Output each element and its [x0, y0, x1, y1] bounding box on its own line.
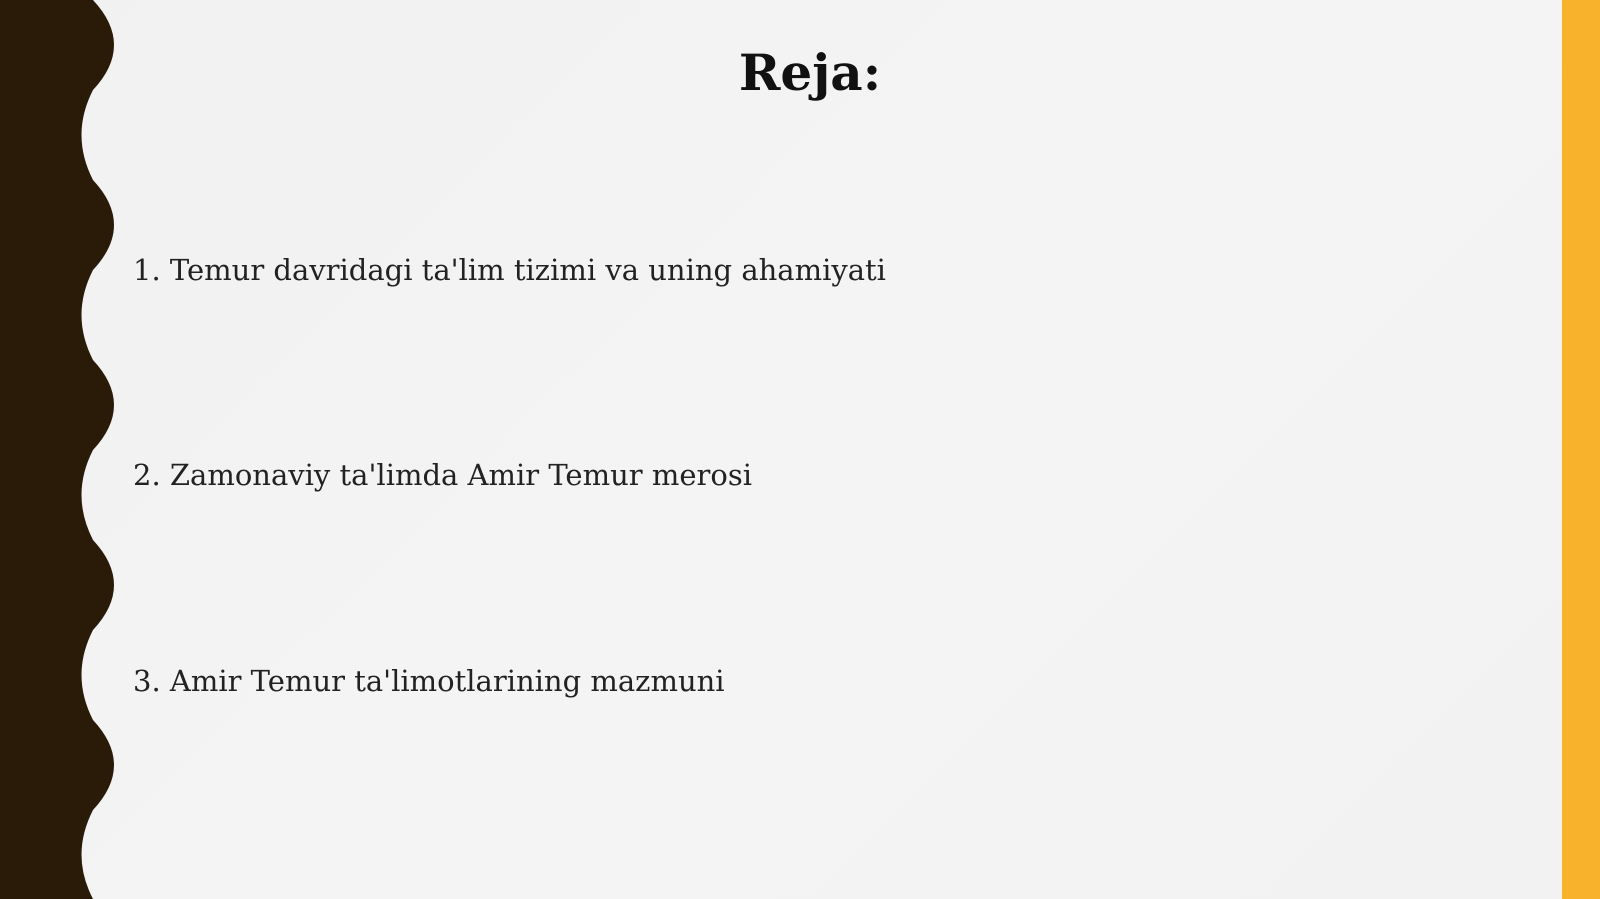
slide-title: Reja:: [738, 43, 882, 102]
right-accent-bar: [1562, 0, 1600, 899]
plan-item-1: 1. Temur davridagi ta'lim tizimi va uning ahamiyati: [133, 253, 886, 287]
wave-shape: [0, 0, 114, 899]
plan-item-3: 3. Amir Temur ta'limotlarining mazmuni: [133, 664, 725, 698]
plan-item-2: 2. Zamonaviy ta'limda Amir Temur merosi: [133, 458, 752, 492]
left-wave-decoration: [0, 0, 130, 899]
